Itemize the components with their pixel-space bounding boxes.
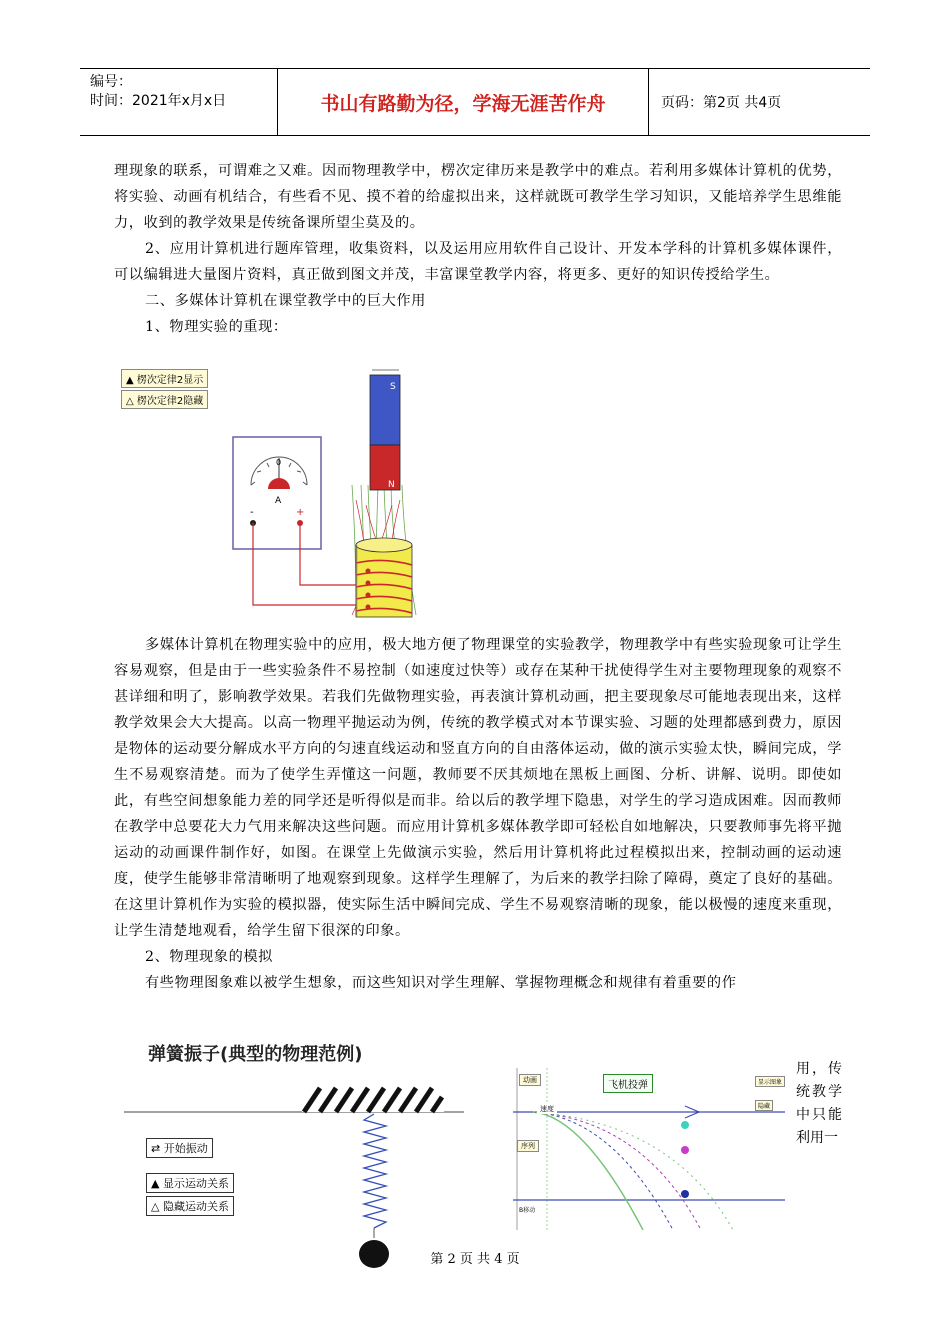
header-motto: 书山有路勤为径，学海无涯苦作舟 [278, 69, 649, 135]
body-text-top [114, 158, 842, 340]
page-header [80, 68, 870, 136]
magnet-south: S [390, 382, 396, 392]
page-footer: 第 2 页 共 4 页 [430, 1252, 520, 1267]
subsection-heading: 1、物理实验的重现： [145, 319, 288, 335]
body-text-mid [114, 632, 842, 996]
side-text-column: 用，传统教学中只能利用一 [796, 1061, 842, 1146]
start-oscillation-button[interactable]: ⇄ 开始振动 [146, 1138, 213, 1158]
lenz-diagram [116, 365, 436, 620]
spring-figure-title: 弹簧振子(典型的物理范例) [148, 1044, 363, 1065]
speed-label: 速度 [537, 1104, 557, 1114]
projectile-figure-title: 飞机投弹 [603, 1074, 653, 1093]
document-date: 时间：2021年x月x日 [90, 93, 227, 109]
axis-label: B移动 [519, 1207, 536, 1214]
document-number: 编号： [90, 74, 132, 90]
magnet-north: N [388, 480, 395, 490]
minus-sign: - [250, 507, 254, 518]
paragraph: 多媒体计算机在物理实验中的应用，极大地方便了物理课堂的实验教学，物理教学中有些实验现象可让学生容易观察，但是由于一些实验条件不易控制（如速度过快等）或存在某种干扰使得学生对主要物理现象的观察不甚详细和明了，影响教学效果。若我们先做物理实验，再表演计算机动画，把主要现象尽可能地表现出来，这样教学效果会大大提高。以高一物理平抛运动为例，传统的教学模式对本节课实验、习题的处理都感到费力，原因是物体的运动要分解成水平方向的匀速直线运动和竖直方向的自由落体运动，做的演示实验太快，瞬间完成，学生不易观察清楚。而为了使学生弄懂这一问题，教师要不厌其烦地在黑板上画图、分析、讲解、说明。即使如此，有些空间想象能力差的同学还是听得似是而非。给以后的教学埋下隐患，对学生的学习造成困难。因而教师在教学中总要花大力气用来解决这些问题。而应用计算机多媒体教学即可轻松自如地解决，只要教师事先将平抛运动的动画课件制作好，如图。在课堂上先做演示实验，然后用计算机将此过程模拟出来，控制动画的运动速度，使学生能够非常清晰明了地观察到现象。这样学生理解了，为后来的教学扫除了障碍，奠定了良好的基础。在这里计算机作为实验的模拟器，使实际生活中瞬间完成、学生不易观察清晰的现象，能以极慢的速度来重现，让学生清楚地观看，给学生留下很深的印象。 [114, 637, 842, 939]
meter-zero: 0 [276, 458, 282, 467]
paragraph: 有些物理图象难以被学生想象，而这些知识对学生理解、掌握物理概念和规律有着重要的作 [145, 975, 737, 991]
section-heading: 二、多媒体计算机在课堂教学中的巨大作用 [145, 293, 426, 309]
hide-lenz-button[interactable]: △ 楞次定律2隐藏 [121, 390, 208, 409]
meter-unit: A [275, 496, 282, 506]
show-motion-button[interactable]: ▲ 显示运动关系 [146, 1173, 234, 1193]
page-number: 页码：第2页 共4页 [661, 95, 782, 111]
show-lenz-button[interactable]: ▲ 楞次定律2显示 [121, 369, 208, 388]
subsection-heading: 2、物理现象的模拟 [145, 949, 273, 965]
spring-oscillator-figure [124, 1040, 469, 1275]
hide-graph-button[interactable]: 隐藏 [755, 1100, 773, 1111]
projectile-figure [513, 1068, 785, 1230]
animation-toggle[interactable]: 动画 [519, 1074, 541, 1086]
lenz-law-figure [116, 365, 436, 620]
hide-motion-button[interactable]: △ 隐藏运动关系 [146, 1196, 234, 1216]
show-graph-button[interactable]: 显示图象 [755, 1076, 785, 1087]
sequence-toggle[interactable]: 序列 [517, 1140, 539, 1152]
paragraph: 2、应用计算机进行题库管理，收集资料，以及运用应用软件自己设计、开发本学科的计算机多媒体课件，可以编辑进大量图片资料，真正做到图文并茂，丰富课堂教学内容，将更多、更好的知识传授给学生。 [114, 241, 842, 283]
paragraph: 理现象的联系，可谓难之又难。因而物理教学中，楞次定律历来是教学中的难点。若利用多媒体计算机的优势，将实验、动画有机结合，有些看不见、摸不着的给虚拟出来，这样就既可教学生学习知识，又能培养学生思维能力，收到的教学效果是传统备课所望尘莫及的。 [114, 163, 842, 231]
header-info [80, 69, 278, 135]
plus-sign: + [296, 507, 305, 518]
